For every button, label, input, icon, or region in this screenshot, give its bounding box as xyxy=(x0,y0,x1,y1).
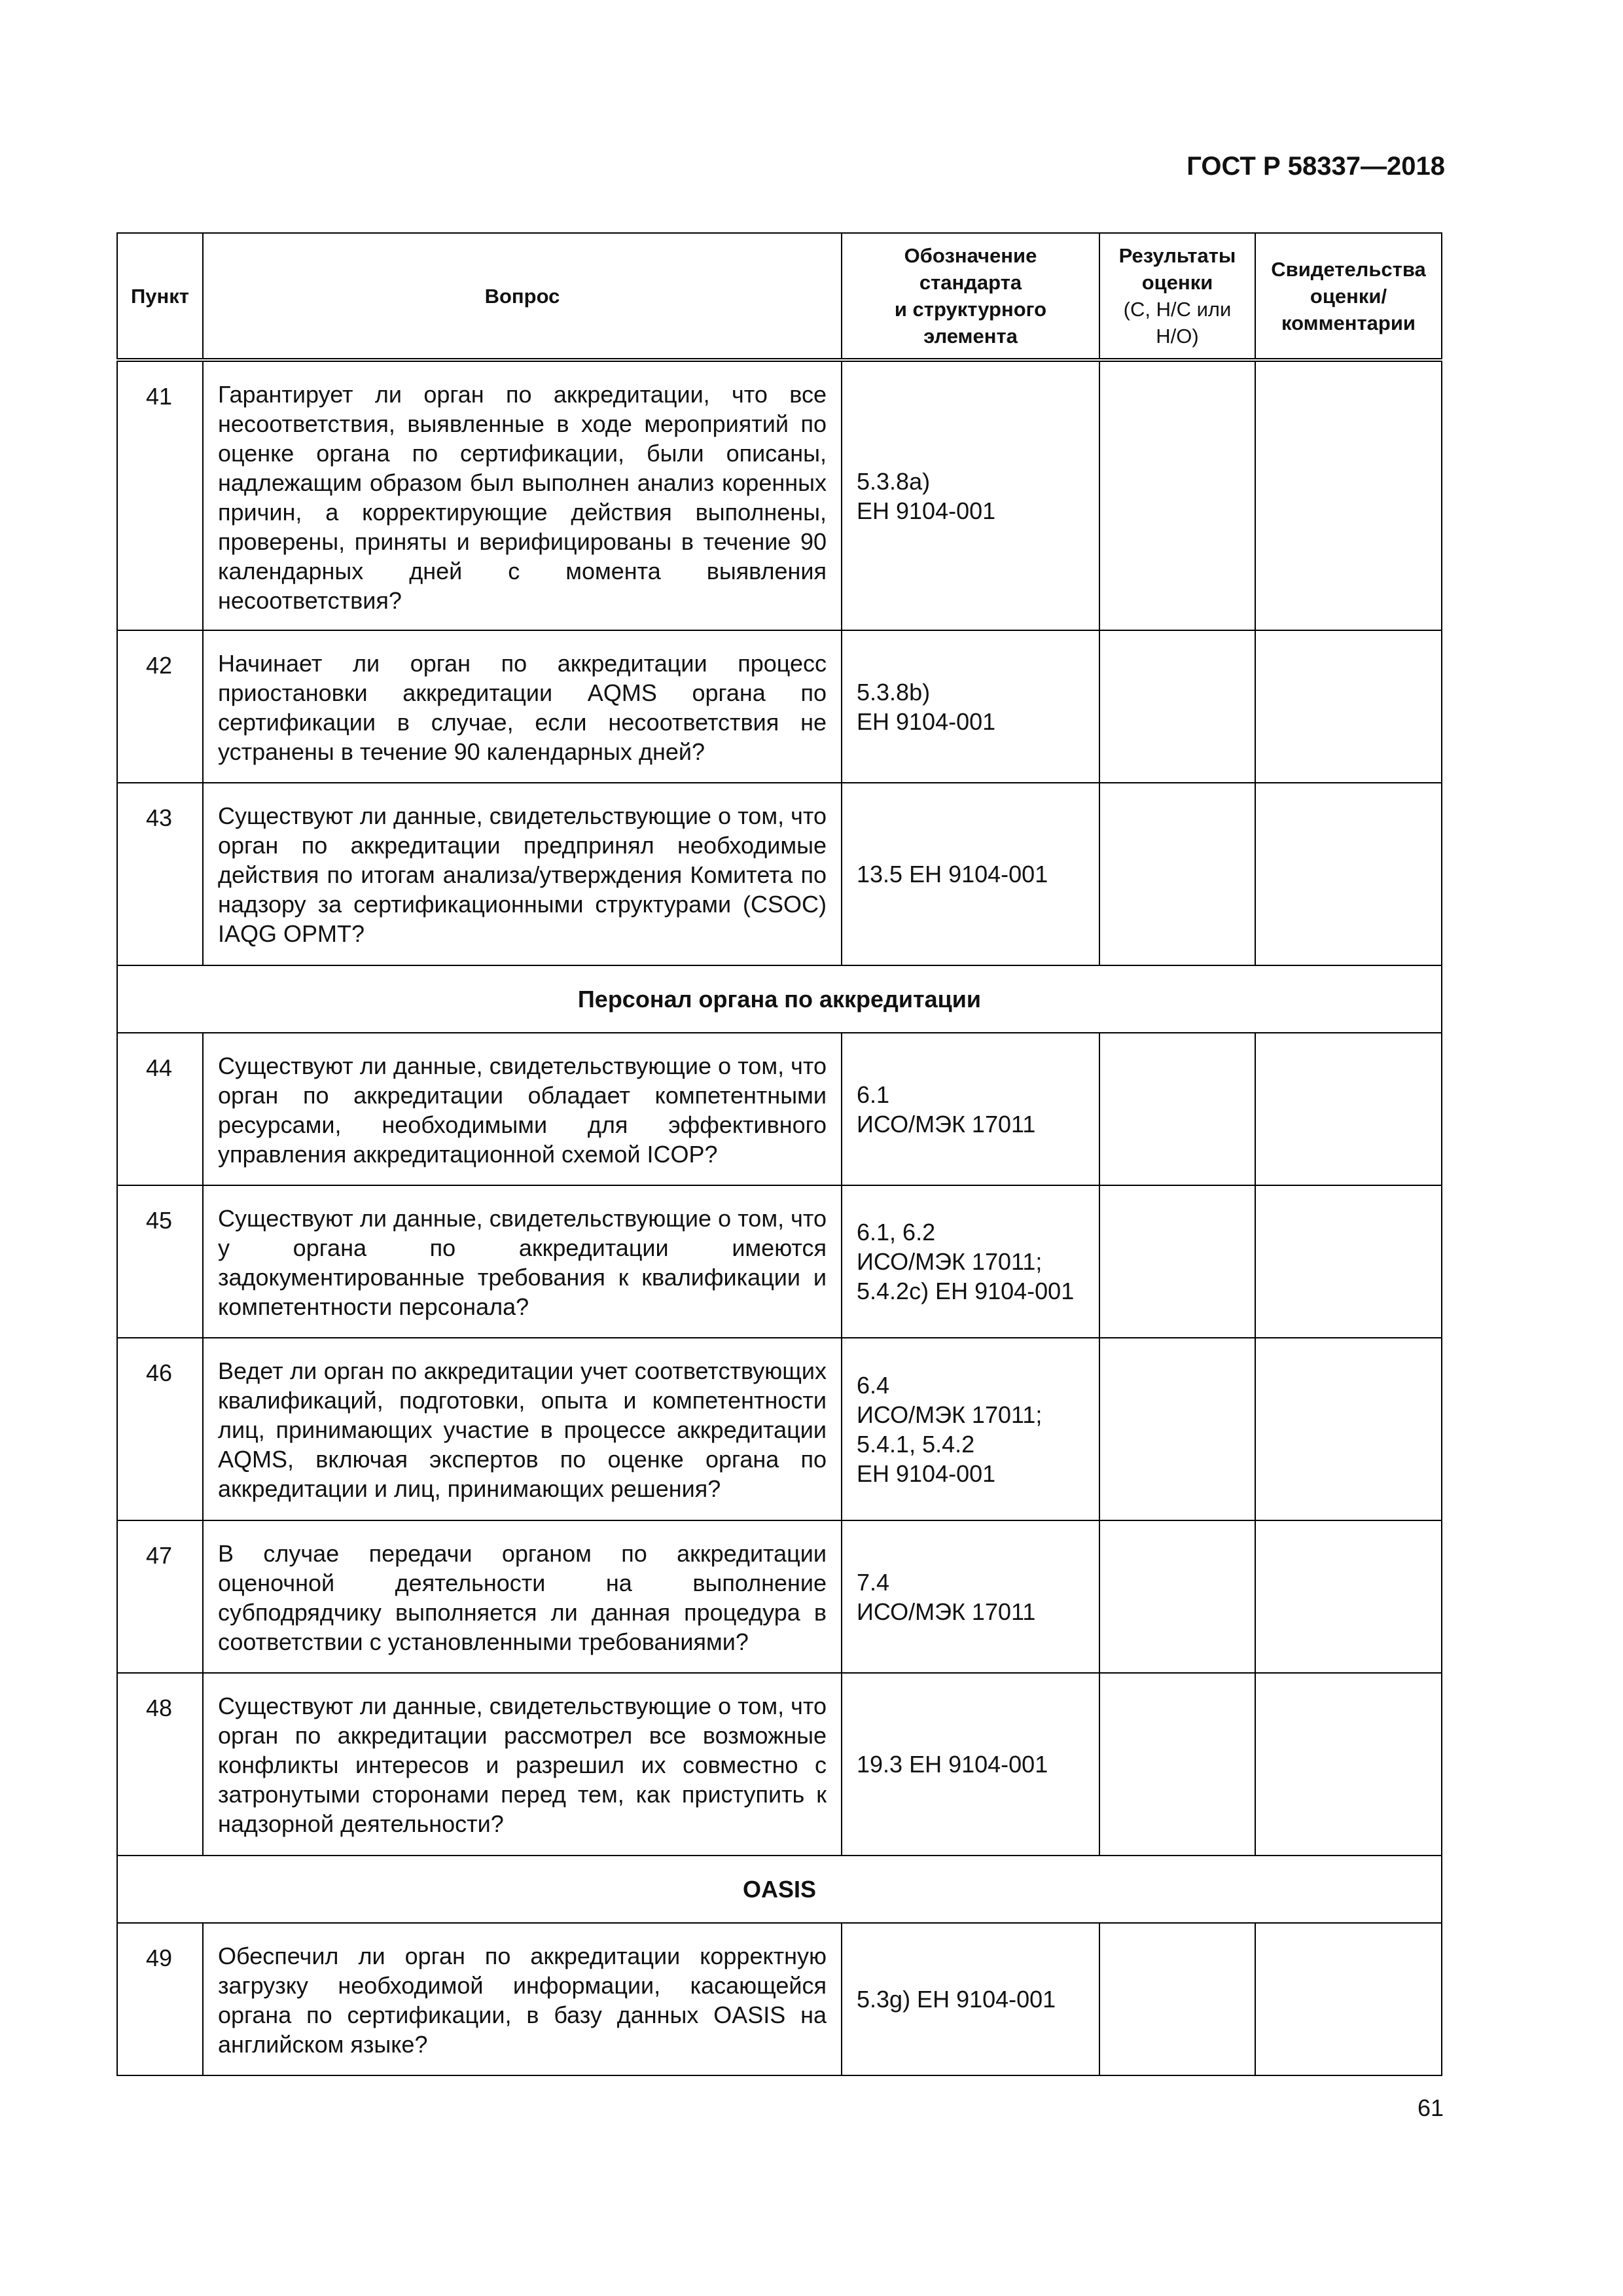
standard-reference: 7.4 ИСО/МЭК 17011 xyxy=(842,1520,1099,1673)
question-text: Обеспечил ли орган по аккредитации корректную загрузку необходимой информации, касающейся органа по сертификации, в базу данных OASIS на английском языке? xyxy=(203,1923,842,2075)
table-row xyxy=(117,360,1442,630)
standard-designation: ГОСТ Р 58337—2018 xyxy=(1186,152,1445,181)
item-number: 45 xyxy=(117,1185,203,1338)
item-number: 44 xyxy=(117,1033,203,1185)
standard-reference: 5.3g) ЕН 9104-001 xyxy=(842,1923,1099,2075)
evidence-cell xyxy=(1255,783,1442,965)
question-text: Начинает ли орган по аккредитации процесс приостановки аккредитации AQMS органа по сертификации в случае, если несоответствия не устранены в течение 90 календарных дней? xyxy=(203,630,842,783)
evidence-cell xyxy=(1255,360,1442,630)
standard-reference: 6.4 ИСО/МЭК 17011; 5.4.1, 5.4.2 ЕН 9104-001 xyxy=(842,1338,1099,1520)
question-text: Существуют ли данные, свидетельствующие о том, что орган по аккредитации предпринял необходимые действия по итогам анализа/утверждения Комитета по надзору за сертификационными структурами (CSOC) IAQG OPMT? xyxy=(203,783,842,965)
section-title: OASIS xyxy=(117,1856,1442,1923)
standard-reference: 5.3.8а) ЕН 9104-001 xyxy=(842,360,1099,630)
result-cell xyxy=(1099,1520,1255,1673)
item-number: 49 xyxy=(117,1923,203,2075)
standard-reference: 6.1 ИСО/МЭК 17011 xyxy=(842,1033,1099,1185)
table-row xyxy=(117,1520,1442,1673)
result-cell xyxy=(1099,360,1255,630)
evidence-cell xyxy=(1255,1520,1442,1673)
result-cell xyxy=(1099,1033,1255,1185)
table-row xyxy=(117,783,1442,965)
table-row xyxy=(117,1338,1442,1520)
question-text: Ведет ли орган по аккредитации учет соответствующих квалификаций, подготовки, опыта и компетентности лиц, принимающих участие в процессе аккредитации AQMS, включая экспертов по оценке органа по аккредитации и лиц, принимающих решения? xyxy=(203,1338,842,1520)
evidence-cell xyxy=(1255,630,1442,783)
result-cell xyxy=(1099,1185,1255,1338)
table-row xyxy=(117,1033,1442,1185)
section-row xyxy=(117,965,1442,1033)
item-number: 42 xyxy=(117,630,203,783)
question-text: Существуют ли данные, свидетельствующие о том, что орган по аккредитации рассмотрел все возможные конфликты интересов и разрешил их совместно с затронутыми сторонами перед тем, как приступить к надзорной деятельности? xyxy=(203,1673,842,1856)
table-row xyxy=(117,630,1442,783)
item-number: 43 xyxy=(117,783,203,965)
standard-reference: 13.5 ЕН 9104-001 xyxy=(842,783,1099,965)
question-text: В случае передачи органом по аккредитации оценочной деятельности на выполнение субподрядчику выполняется ли данная процедура в соответствии с установленными требованиями? xyxy=(203,1520,842,1673)
table-row xyxy=(117,1673,1442,1856)
evidence-cell xyxy=(1255,1033,1442,1185)
page-number: 61 xyxy=(1417,2094,1444,2121)
standard-reference: 19.3 ЕН 9104-001 xyxy=(842,1673,1099,1856)
col-header-reference: Обозначение стандарта и структурного элемента xyxy=(842,233,1099,360)
item-number: 47 xyxy=(117,1520,203,1673)
evidence-cell xyxy=(1255,1185,1442,1338)
result-cell xyxy=(1099,630,1255,783)
result-cell xyxy=(1099,1673,1255,1856)
result-cell xyxy=(1099,783,1255,965)
evidence-cell xyxy=(1255,1338,1442,1520)
item-number: 46 xyxy=(117,1338,203,1520)
evidence-cell xyxy=(1255,1673,1442,1856)
section-row xyxy=(117,1856,1442,1923)
col-header-question: Вопрос xyxy=(203,233,842,360)
question-text: Существуют ли данные, свидетельствующие о том, что у органа по аккредитации имеются задокументированные требования к квалификации и компетентности персонала? xyxy=(203,1185,842,1338)
col-header-evidence: Свидетельства оценки/ комментарии xyxy=(1255,233,1442,360)
table-row xyxy=(117,1185,1442,1338)
assessment-table xyxy=(116,232,1442,2076)
table-header-row xyxy=(117,233,1442,360)
standard-reference: 5.3.8b) ЕН 9104-001 xyxy=(842,630,1099,783)
question-text: Гарантирует ли орган по аккредитации, что все несоответствия, выявленные в ходе мероприятий по оценке органа по сертификации, были описаны, надлежащим образом был выполнен анализ коренных причин, а корректирующие действия выполнены, проверены, приняты и верифицированы в течение 90 календарных дней с момента выявления несоответствия? xyxy=(203,360,842,630)
evidence-cell xyxy=(1255,1923,1442,2075)
section-title: Персонал органа по аккредитации xyxy=(117,965,1442,1033)
standard-reference: 6.1, 6.2 ИСО/МЭК 17011; 5.4.2с) ЕН 9104-001 xyxy=(842,1185,1099,1338)
table-row xyxy=(117,1923,1442,2075)
item-number: 48 xyxy=(117,1673,203,1856)
result-cell xyxy=(1099,1923,1255,2075)
question-text: Существуют ли данные, свидетельствующие о том, что орган по аккредитации обладает компетентными ресурсами, необходимыми для эффективного управления аккредитационной схемой ICOP? xyxy=(203,1033,842,1185)
item-number: 41 xyxy=(117,360,203,630)
result-cell xyxy=(1099,1338,1255,1520)
col-header-result: Результаты оценки (С, Н/С или Н/О) xyxy=(1099,233,1255,360)
col-header-num: Пункт xyxy=(117,233,203,360)
